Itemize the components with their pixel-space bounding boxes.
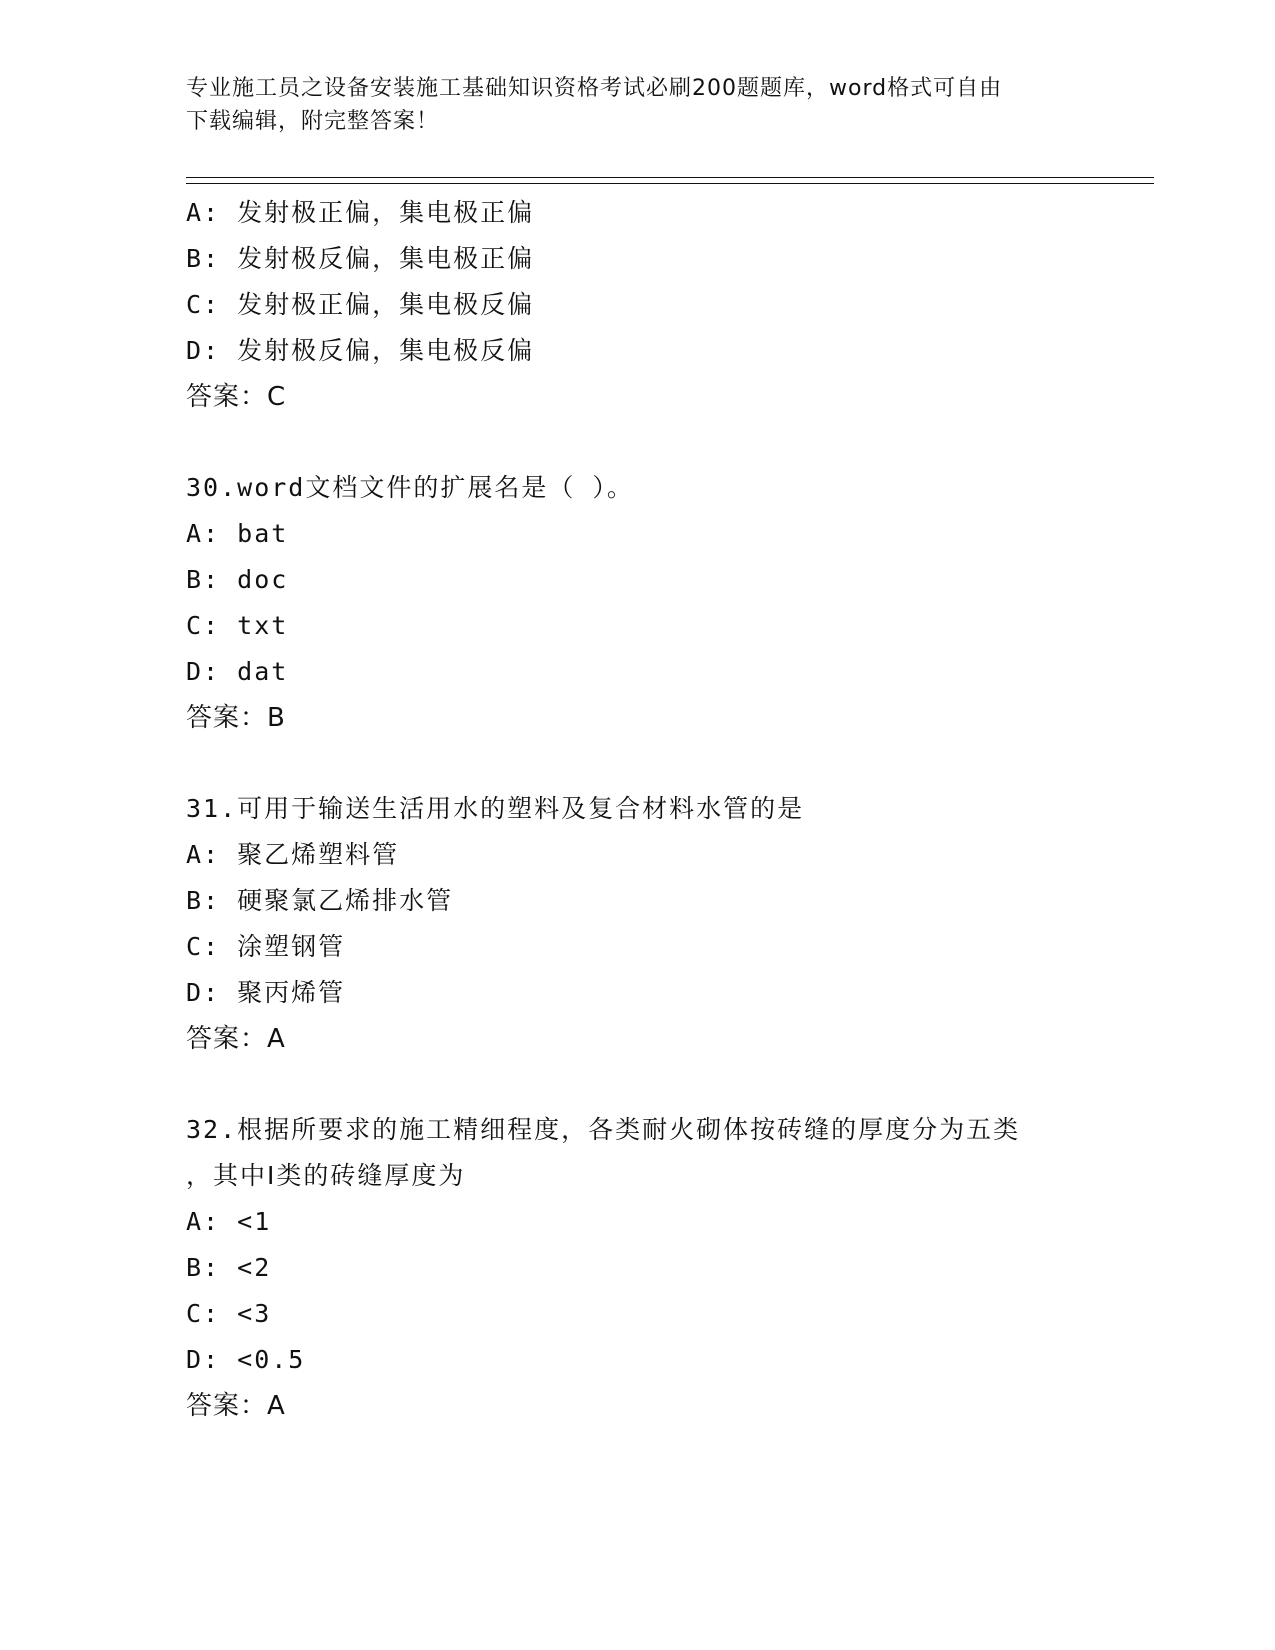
option-a: A: 发射极正偏，集电极正偏 [186,198,535,227]
answer-line: 答案：C [186,382,287,412]
header-divider-top [186,177,1154,178]
question-32 [186,1107,1126,1429]
option-c: C: 涂塑钢管 [186,932,346,961]
option-b: B: <2 [186,1253,272,1282]
option-b: B: 发射极反偏，集电极正偏 [186,244,535,273]
spacer [186,741,1126,786]
header-divider-bottom [186,183,1154,184]
option-d: D: <0.5 [186,1345,306,1374]
option-c: C: txt [186,611,289,640]
option-d: D: dat [186,657,289,686]
question-title-line-1: 32.根据所要求的施工精细程度，各类耐火砌体按砖缝的厚度分为五类 [186,1115,1021,1144]
option-b: B: 硬聚氯乙烯排水管 [186,886,454,915]
option-c: C: <3 [186,1299,272,1328]
spacer [186,1062,1126,1107]
question-list [186,190,1126,1429]
answer-line: 答案：B [186,703,286,733]
answer-line: 答案：A [186,1024,286,1054]
question-29 [186,190,1126,420]
option-a: A: <1 [186,1207,272,1236]
document-header [186,72,1086,138]
question-30 [186,465,1126,741]
question-title: 30.word文档文件的扩展名是（ ）。 [186,473,634,502]
header-line-1: 专业施工员之设备安装施工基础知识资格考试必刷200题题库，word格式可自由 [186,76,1003,101]
option-d: D: 聚丙烯管 [186,978,346,1007]
option-c: C: 发射极正偏，集电极反偏 [186,290,535,319]
option-b: B: doc [186,565,289,594]
option-d: D: 发射极反偏，集电极反偏 [186,336,535,365]
option-a: A: bat [186,519,289,548]
answer-line: 答案：A [186,1391,286,1421]
question-title-line-2: ，其中Ⅰ类的砖缝厚度为 [186,1161,466,1190]
option-a: A: 聚乙烯塑料管 [186,840,400,869]
question-31 [186,786,1126,1062]
spacer [186,420,1126,465]
header-line-2: 下载编辑，附完整答案！ [186,109,440,134]
question-title: 31.可用于输送生活用水的塑料及复合材料水管的是 [186,794,805,823]
